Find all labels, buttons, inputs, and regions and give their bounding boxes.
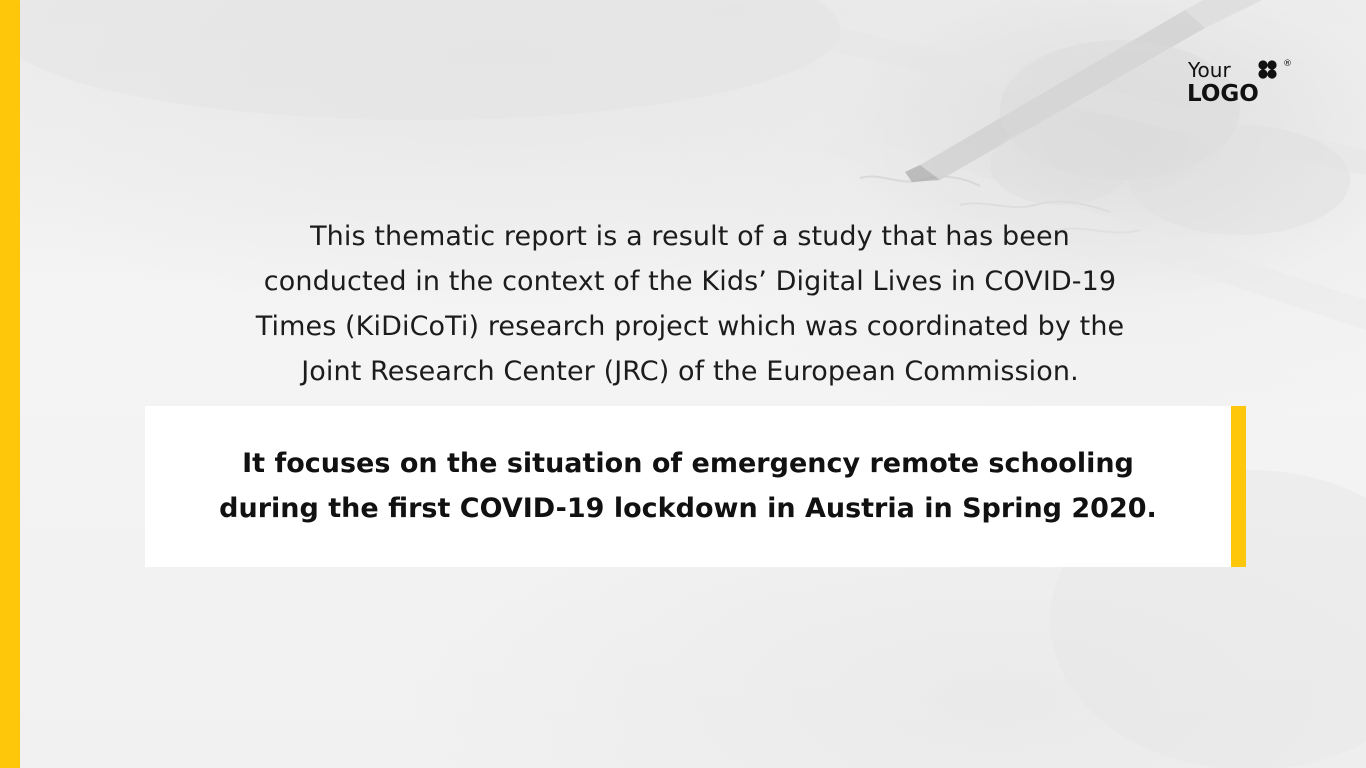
intro-line: Times (KiDiCoTi) research project which was coordinated by the	[255, 311, 1125, 342]
logo-word-your: Your	[1188, 58, 1231, 82]
logo-word-logo: LOGO	[1187, 81, 1259, 106]
highlight-statement	[145, 441, 1231, 531]
intro-line: Joint Research Center (JRC) of the European Commission.	[301, 356, 1079, 387]
highlight-line: It focuses on the situation of emergency remote schooling	[242, 448, 1134, 479]
intro-paragraph	[150, 214, 1230, 394]
registered-mark: ®	[1283, 59, 1292, 69]
clover-icon	[1258, 60, 1276, 78]
intro-line: This thematic report is a result of a study that has been	[310, 221, 1070, 252]
left-accent-bar	[0, 0, 20, 768]
intro-line: conducted in the context of the Kids’ Digital Lives in COVID-19	[263, 266, 1117, 297]
highlight-line: during the first COVID-19 lockdown in Austria in Spring 2020.	[219, 493, 1157, 524]
logo	[1186, 56, 1298, 106]
highlight-accent-bar	[1231, 406, 1246, 567]
